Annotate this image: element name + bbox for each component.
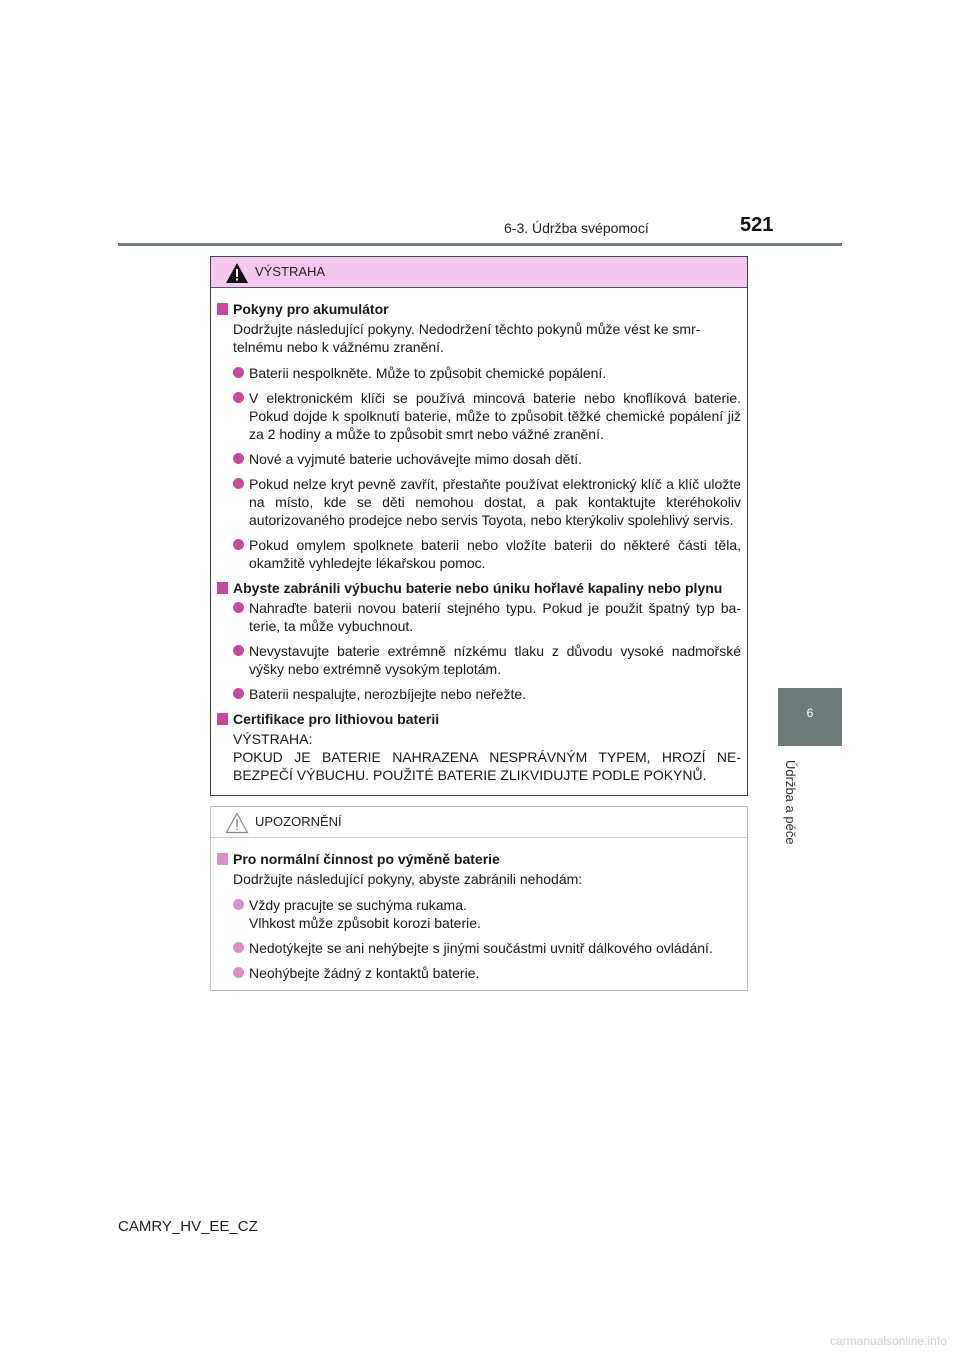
item-text: Nevystavujte baterie extrémně nízkému tlaku z důvodu vysoké nadmořské výšky nebo extrémně vysokým teplotám. [249,643,741,677]
item-text: Nedotýkejte se ani nehýbejte s jinými součástmi uvnitř dálkového ovládání. [249,940,713,956]
warning-box [210,256,748,796]
square-bullet-icon [217,853,228,865]
heading-text: Certifikace pro lithiovou baterii [233,711,440,727]
list-item [217,964,741,982]
item-text: Vlhkost může způsobit korozi baterie. [249,915,481,931]
page-number: 521 [740,214,774,236]
heading-text: Pro normální činnost po výměně baterie [233,851,500,867]
heading-text: Abyste zabránili výbuchu baterie nebo úniku hořlavé kapaliny nebo plynu [233,580,723,596]
header-divider [118,243,842,246]
item-text: V elektronickém klíči se používá mincová baterie nebo knoflíková baterie. Pokud dojde k spolknutí baterie, může to způsobit těžké chemické popálení již za 2 hodiny a může to způsobit smrt nebo vážné zranění. [249,390,741,442]
chapter-label-text: Údržba a péče [783,760,798,845]
section-title: 6-3. Údržba svépomocí [504,220,649,236]
list-item [217,896,741,932]
bullet-icon [233,539,244,550]
chapter-label [784,760,804,860]
item-text: Neohýbejte žádný z kontaktů baterie. [249,965,480,981]
section-heading-battery [217,300,741,318]
bullet-icon [233,942,244,953]
bullet-icon [233,602,244,613]
caution-triangle-icon [225,812,249,834]
list-item [217,364,741,382]
intro-text: Dodržujte následující pokyny. Nedodržení těchto pokynů může vést ke smr-telnému nebo k vážnému zranění. [233,321,701,355]
certification-label: VÝSTRAHA: [233,731,313,747]
item-text: Baterii nespalujte, nerozbíjejte nebo neřežte. [249,686,527,702]
bullet-icon [233,688,244,699]
warning-body [211,288,747,784]
caution-box [210,806,748,991]
chapter-tab: 6 [778,688,842,746]
square-bullet-icon [217,582,228,594]
bullet-icon [233,645,244,656]
warning-header [211,257,747,288]
bullet-icon [233,367,244,378]
list-item [217,389,741,443]
item-text: Pokud nelze kryt pevně zavřít, přestaňte používat elektronický klíč a klíč uložte na místo, kde se děti nemohou dostat, a pak kontaktujte kteréhokoliv autorizovaného prodejce nebo servis Toyota, nebo kterýkoliv spolehlivý servis. [249,476,741,528]
item-text: Nahraďte baterii novou baterií stejného typu. Pokud je použit špatný typ ba-terie, ta může vybuchnout. [249,600,741,634]
list-item [217,475,741,529]
bullet-icon [233,967,244,978]
caution-header [211,807,747,838]
warning-triangle-icon [225,262,249,284]
model-code: CAMRY_HV_EE_CZ [118,1218,258,1235]
intro-text: Dodržujte následující pokyny, abyste zabránili nehodám: [233,871,583,887]
caution-body [211,838,747,982]
list-item [217,939,741,957]
square-bullet-icon [217,713,228,725]
section-heading-operation [217,850,741,868]
list-item [217,642,741,678]
section-heading-explosion [217,579,741,597]
item-text: Baterii nespolkněte. Může to způsobit chemické popálení. [249,365,607,381]
watermark: carmanualsonline.info [830,1334,947,1348]
bullet-icon [233,392,244,403]
caution-title: UPOZORNĚNÍ [255,814,342,829]
bullet-icon [233,899,244,910]
item-text: Vždy pracujte se suchýma rukama. [249,897,467,913]
bullet-icon [233,478,244,489]
warning-title: VÝSTRAHA [255,264,326,279]
list-item [217,450,741,468]
certification-text: POKUD JE BATERIE NAHRAZENA NESPRÁVNÝM TYPEM, HROZÍ NE-BEZPEČÍ VÝBUCHU. POUŽITÉ BATERIE ZLIKVIDUJTE PODLE POKYNŮ. [233,749,741,783]
list-item [217,599,741,635]
item-text: Nové a vyjmuté baterie uchovávejte mimo dosah dětí. [249,451,583,467]
square-bullet-icon [217,303,228,315]
list-item [217,685,741,703]
section-heading-certification [217,710,741,728]
item-text: Pokud omylem spolknete baterii nebo vložíte baterii do některé části těla, okamžitě vyhledejte lékařskou pomoc. [249,537,741,571]
list-item [217,536,741,572]
heading-text: Pokyny pro akumulátor [233,301,389,317]
bullet-icon [233,453,244,464]
